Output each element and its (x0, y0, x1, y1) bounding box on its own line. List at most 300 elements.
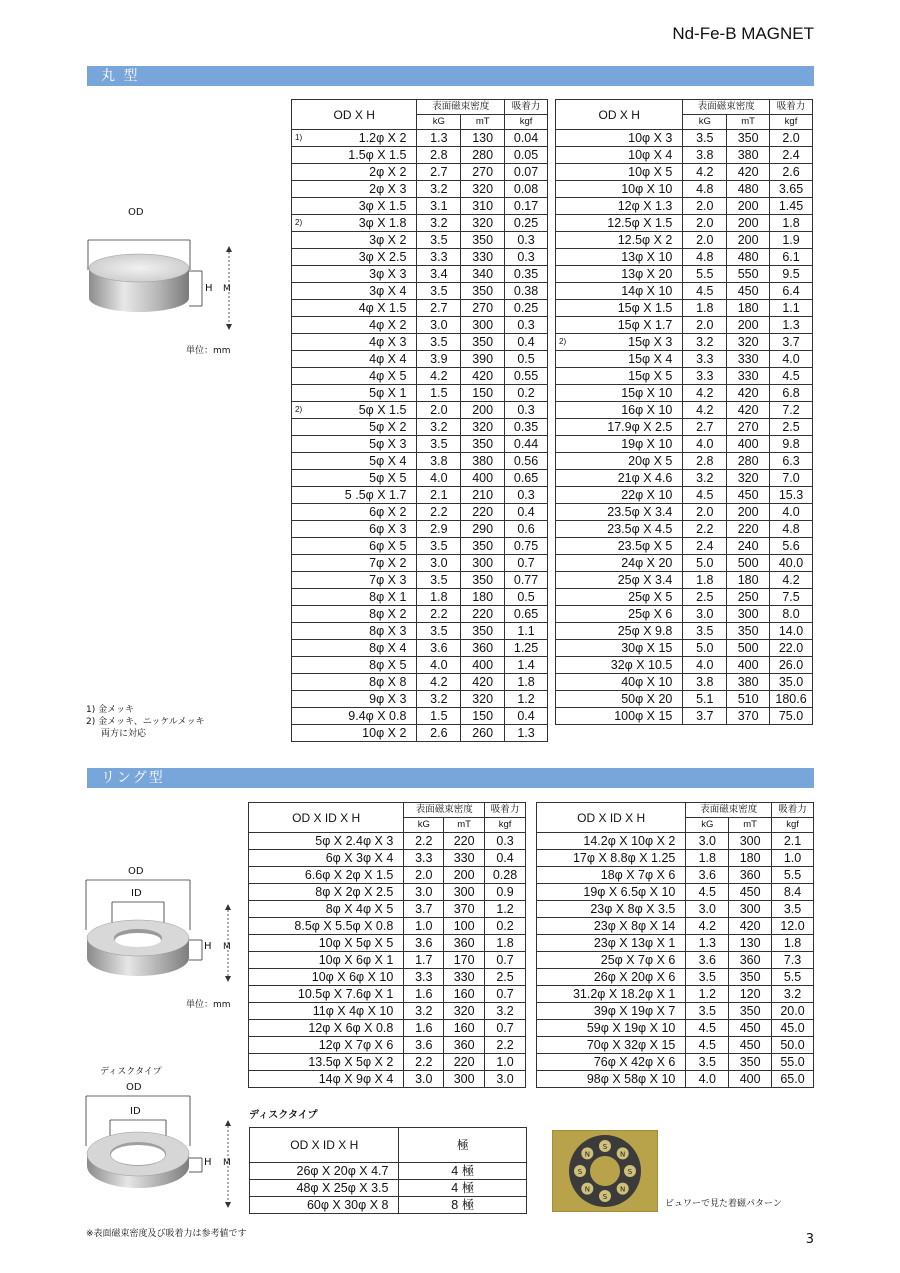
kgf-cell: 0.17 (505, 198, 548, 215)
kg-cell: 3.5 (417, 538, 461, 555)
table-row (292, 334, 548, 351)
size-value: 4φ X 5 (369, 369, 407, 383)
table-row (537, 986, 814, 1003)
mt-cell: 450 (729, 1020, 772, 1037)
size-cell (292, 181, 417, 198)
table-row (292, 198, 548, 215)
kg-cell: 3.6 (686, 867, 729, 884)
round-table-left (291, 99, 548, 742)
size-cell (537, 867, 686, 884)
kgf-cell: 180.6 (770, 691, 813, 708)
kg-cell: 1.7 (404, 952, 444, 969)
kgf-cell: 5.5 (772, 969, 814, 986)
size-value: 15φ X 3 (628, 335, 673, 349)
kg-cell: 4.5 (686, 1037, 729, 1054)
mt-cell: 200 (727, 232, 770, 249)
kgf-cell: 0.44 (505, 436, 548, 453)
size-cell (292, 317, 417, 334)
table-row (249, 850, 526, 867)
kgf-cell: 0.7 (505, 555, 548, 572)
size-cell (556, 606, 683, 623)
size-value: 10φ X 3 (628, 131, 673, 145)
table-row (292, 708, 548, 725)
table-row (292, 487, 548, 504)
ring-unit-label: 単位：mm (186, 1000, 231, 1010)
mt-cell: 450 (727, 283, 770, 300)
mt-cell: 290 (461, 521, 505, 538)
kg-cell: 3.0 (417, 555, 461, 572)
size-cell (537, 1071, 686, 1088)
size-cell (537, 1003, 686, 1020)
kg-cell: 3.5 (683, 130, 727, 147)
mt-cell: 330 (727, 368, 770, 385)
kgf-cell: 1.8 (770, 215, 813, 232)
size-value: 5φ X 2 (369, 420, 407, 434)
size-value: 31.2φ X 18.2φ X 1 (572, 987, 676, 1001)
kgf-cell: 3.2 (485, 1003, 526, 1020)
size-cell (556, 198, 683, 215)
col-flux: 表面磁束密度 (686, 803, 772, 818)
size-cell (556, 232, 683, 249)
kg-cell: 3.0 (683, 606, 727, 623)
kgf-cell: 75.0 (770, 708, 813, 725)
kgf-cell: 7.5 (770, 589, 813, 606)
mt-cell: 220 (727, 521, 770, 538)
kgf-cell: 0.05 (505, 147, 548, 164)
mt-cell: 320 (461, 419, 505, 436)
size-value: 15φ X 1.5 (617, 301, 673, 315)
table-row (250, 1163, 527, 1180)
kgf-cell: 55.0 (772, 1054, 814, 1071)
kgf-cell: 5.6 (770, 538, 813, 555)
kg-cell: 1.8 (683, 300, 727, 317)
kgf-cell: 4.0 (770, 351, 813, 368)
size-value: 10φ X 6φ X 10 (311, 970, 394, 984)
size-cell (249, 884, 404, 901)
ring-magnet-figure (80, 870, 250, 990)
size-value: 3φ X 1.8 (358, 216, 407, 230)
size-cell (292, 623, 417, 640)
size-value: 6φ X 3φ X 4 (325, 851, 394, 865)
table-row (537, 969, 814, 986)
col-kgf: kgf (485, 818, 526, 833)
mt-cell: 350 (727, 130, 770, 147)
size-value: 5φ X 1.5 (358, 403, 407, 417)
mt-cell: 200 (727, 504, 770, 521)
size-value: 5φ X 1 (369, 386, 407, 400)
mt-cell: 350 (461, 436, 505, 453)
kgf-cell: 0.65 (505, 470, 548, 487)
table-row (292, 640, 548, 657)
table-row (556, 249, 813, 266)
size-cell (556, 419, 683, 436)
table-row (292, 130, 548, 147)
table-row (292, 538, 548, 555)
kg-cell: 2.0 (683, 317, 727, 334)
size-cell (292, 555, 417, 572)
mt-cell: 400 (729, 1071, 772, 1088)
mt-cell: 420 (727, 402, 770, 419)
size-cell (556, 351, 683, 368)
ring-m-label: M (223, 942, 231, 952)
kgf-cell: 1.1 (770, 300, 813, 317)
mt-cell: 160 (444, 1020, 485, 1037)
pole-label: S (627, 1168, 633, 1176)
table-row (556, 283, 813, 300)
kgf-cell: 1.25 (505, 640, 548, 657)
kgf-cell: 0.6 (505, 521, 548, 538)
size-value: 25φ X 9.8 (617, 624, 673, 638)
size-cell (292, 691, 417, 708)
col-mt: mT (727, 115, 770, 130)
disc-table (249, 1127, 527, 1214)
size-cell (556, 538, 683, 555)
footnote-marker: 1) (295, 133, 303, 142)
table-row (537, 884, 814, 901)
mt-cell: 270 (461, 300, 505, 317)
size-cell (537, 952, 686, 969)
round-magnet-figure (80, 200, 250, 360)
size-value: 39φ X 19φ X 7 (593, 1004, 676, 1018)
table-row (249, 867, 526, 884)
kg-cell: 4.2 (417, 674, 461, 691)
kg-cell: 4.0 (417, 470, 461, 487)
col-mt: mT (461, 115, 505, 130)
kgf-cell: 0.3 (505, 402, 548, 419)
size-cell (292, 640, 417, 657)
kgf-cell: 0.08 (505, 181, 548, 198)
size-cell (292, 725, 417, 742)
kgf-cell: 0.3 (485, 833, 526, 850)
table-row (556, 147, 813, 164)
size-value: 5φ X 3 (369, 437, 407, 451)
table-row (556, 317, 813, 334)
mt-cell: 220 (444, 833, 485, 850)
size-value: 3φ X 2 (369, 233, 407, 247)
mt-cell: 370 (727, 708, 770, 725)
size-cell (537, 850, 686, 867)
table-row (556, 572, 813, 589)
mt-cell: 380 (727, 674, 770, 691)
pole-label: S (577, 1168, 583, 1176)
kg-cell: 2.9 (417, 521, 461, 538)
size-cell (556, 623, 683, 640)
kg-cell: 3.6 (404, 1037, 444, 1054)
size-value: 8φ X 5 (369, 658, 407, 672)
size-value: 14φ X 9φ X 4 (318, 1072, 394, 1086)
kg-cell: 3.6 (686, 952, 729, 969)
kgf-cell: 5.5 (772, 867, 814, 884)
col-dim: OD X ID X H (249, 803, 404, 833)
mt-cell: 380 (727, 147, 770, 164)
table-row (249, 1071, 526, 1088)
kg-cell: 4.5 (683, 487, 727, 504)
kgf-cell: 0.75 (505, 538, 548, 555)
table-row (556, 708, 813, 725)
table-row (292, 521, 548, 538)
kgf-cell: 26.0 (770, 657, 813, 674)
mt-cell: 270 (727, 419, 770, 436)
size-value: 22φ X 10 (621, 488, 673, 502)
table-row (556, 538, 813, 555)
mt-cell: 180 (727, 572, 770, 589)
kg-cell: 2.0 (683, 215, 727, 232)
size-value: 2φ X 2 (369, 165, 407, 179)
kgf-cell: 6.8 (770, 385, 813, 402)
kg-cell: 4.0 (686, 1071, 729, 1088)
table-row (292, 351, 548, 368)
table-row (292, 453, 548, 470)
table-row (250, 1180, 527, 1197)
table-row (249, 1020, 526, 1037)
table-row (292, 402, 548, 419)
kg-cell: 3.5 (683, 623, 727, 640)
kg-cell: 3.2 (417, 181, 461, 198)
kgf-cell: 0.25 (505, 300, 548, 317)
kg-cell: 2.7 (683, 419, 727, 436)
table-row (556, 334, 813, 351)
table-row (537, 918, 814, 935)
size-cell (292, 402, 417, 419)
kg-cell: 3.3 (404, 969, 444, 986)
mt-cell: 250 (727, 589, 770, 606)
size-value: 23.5φ X 5 (617, 539, 673, 553)
size-cell (537, 1037, 686, 1054)
table-row (537, 850, 814, 867)
kg-cell: 3.5 (417, 623, 461, 640)
kg-cell: 3.2 (404, 1003, 444, 1020)
mt-cell: 350 (461, 232, 505, 249)
size-value: 8φ X 4 (369, 641, 407, 655)
size-cell (292, 657, 417, 674)
size-value: 5φ X 4 (369, 454, 407, 468)
kg-cell: 5.5 (683, 266, 727, 283)
size-value: 25φ X 7φ X 6 (600, 953, 676, 967)
kgf-cell: 1.0 (772, 850, 814, 867)
mt-cell: 280 (461, 147, 505, 164)
mt-cell: 320 (461, 691, 505, 708)
table-row (537, 1054, 814, 1071)
size-cell (556, 300, 683, 317)
size-value: 23φ X 8φ X 3.5 (590, 902, 676, 916)
table-row (556, 487, 813, 504)
size-value: 30φ X 15 (621, 641, 673, 655)
kgf-cell: 7.2 (770, 402, 813, 419)
kg-cell: 3.4 (417, 266, 461, 283)
size-value: 13.5φ X 5φ X 2 (308, 1055, 394, 1069)
kgf-cell: 1.0 (485, 1054, 526, 1071)
size-cell (556, 436, 683, 453)
table-row (556, 606, 813, 623)
size-value: 8.5φ X 5.5φ X 0.8 (294, 919, 394, 933)
kgf-cell: 0.2 (505, 385, 548, 402)
size-cell (292, 674, 417, 691)
kg-cell: 3.2 (417, 691, 461, 708)
table-row (556, 657, 813, 674)
kgf-cell: 45.0 (772, 1020, 814, 1037)
kgf-cell: 40.0 (770, 555, 813, 572)
kg-cell: 5.0 (683, 640, 727, 657)
size-value: 24φ X 20 (621, 556, 673, 570)
kgf-cell: 20.0 (772, 1003, 814, 1020)
table-row (556, 385, 813, 402)
table-row (292, 300, 548, 317)
kg-cell: 2.2 (417, 606, 461, 623)
kgf-cell: 1.9 (770, 232, 813, 249)
table-row (556, 691, 813, 708)
pole-label: S (602, 1143, 608, 1151)
kgf-cell: 65.0 (772, 1071, 814, 1088)
disc-col-poles: 極 (399, 1128, 527, 1163)
mt-cell: 340 (461, 266, 505, 283)
size-cell (249, 1020, 404, 1037)
size-cell (292, 249, 417, 266)
size-cell (556, 368, 683, 385)
mt-cell: 450 (729, 1037, 772, 1054)
kgf-cell: 0.7 (485, 1020, 526, 1037)
size-value: 50φ X 20 (621, 692, 673, 706)
kgf-cell: 0.2 (485, 918, 526, 935)
kg-cell: 3.5 (417, 436, 461, 453)
unit-label: 単位：mm (186, 346, 231, 356)
mt-cell: 220 (444, 1054, 485, 1071)
mt-cell: 200 (727, 215, 770, 232)
mt-cell: 480 (727, 249, 770, 266)
kgf-cell: 9.8 (770, 436, 813, 453)
size-cell (292, 215, 417, 232)
col-kg: kG (404, 818, 444, 833)
footnote-marker: 2) (559, 337, 567, 346)
col-kgf: kgf (770, 115, 813, 130)
size-value: 3φ X 4 (369, 284, 407, 298)
mt-cell: 200 (727, 198, 770, 215)
disc-id-label: ID (130, 1106, 141, 1117)
table-row (556, 555, 813, 572)
size-value: 12.5φ X 2 (617, 233, 673, 247)
kgf-cell: 15.3 (770, 487, 813, 504)
col-mt: mT (444, 818, 485, 833)
mt-cell: 200 (727, 317, 770, 334)
table-row (537, 867, 814, 884)
kgf-cell: 4.0 (770, 504, 813, 521)
kgf-cell: 1.3 (505, 725, 548, 742)
size-cell (249, 850, 404, 867)
kg-cell: 2.7 (417, 300, 461, 317)
disc-figure-label: ディスクタイプ (100, 1067, 162, 1077)
size-value: 1.2φ X 2 (358, 131, 407, 145)
kgf-cell: 1.2 (485, 901, 526, 918)
kg-cell: 3.5 (417, 334, 461, 351)
kg-cell: 3.2 (683, 334, 727, 351)
size-cell (556, 504, 683, 521)
col-force: 吸着力 (485, 803, 526, 818)
kgf-cell: 1.1 (505, 623, 548, 640)
ring-id-label: ID (131, 888, 142, 899)
kgf-cell: 1.8 (505, 674, 548, 691)
size-cell (249, 1054, 404, 1071)
mt-cell: 260 (461, 725, 505, 742)
size-cell (556, 402, 683, 419)
size-value: 6φ X 5 (369, 539, 407, 553)
size-cell (292, 436, 417, 453)
size-cell (556, 640, 683, 657)
mt-cell: 360 (729, 867, 772, 884)
size-cell (537, 918, 686, 935)
kgf-cell: 0.4 (505, 334, 548, 351)
kg-cell: 2.1 (417, 487, 461, 504)
size-cell (249, 867, 404, 884)
table-row (292, 317, 548, 334)
kg-cell: 3.5 (417, 232, 461, 249)
mt-cell: 300 (729, 901, 772, 918)
kgf-cell: 6.4 (770, 283, 813, 300)
size-value: 10φ X 10 (621, 182, 673, 196)
kg-cell: 4.2 (683, 164, 727, 181)
note-3: 両方に対応 (101, 729, 147, 739)
table-row (292, 181, 548, 198)
mt-cell: 220 (461, 606, 505, 623)
pole-label: N (620, 1150, 626, 1159)
size-value: 76φ X 42φ X 6 (593, 1055, 676, 1069)
size-value: 13φ X 10 (621, 250, 673, 264)
size-cell (556, 691, 683, 708)
size-value: 12.5φ X 1.5 (607, 216, 673, 230)
size-cell (537, 833, 686, 850)
size-cell (556, 674, 683, 691)
size-cell (556, 385, 683, 402)
col-dim: OD X H (556, 100, 683, 130)
size-value: 23.5φ X 3.4 (607, 505, 673, 519)
table-row (556, 300, 813, 317)
size-cell (249, 833, 404, 850)
pole-label: N (584, 1185, 590, 1194)
size-value: 10φ X 6φ X 1 (318, 953, 394, 967)
table-row (537, 1037, 814, 1054)
kg-cell: 5.1 (683, 691, 727, 708)
kgf-cell: 0.35 (505, 419, 548, 436)
table-row (249, 1003, 526, 1020)
kg-cell: 1.5 (417, 708, 461, 725)
kgf-cell: 2.0 (770, 130, 813, 147)
table-row (292, 623, 548, 640)
size-value: 18φ X 7φ X 6 (600, 868, 676, 882)
kg-cell: 3.8 (683, 674, 727, 691)
col-kg: kG (686, 818, 729, 833)
size-value: 59φ X 19φ X 10 (586, 1021, 676, 1035)
kg-cell: 3.6 (417, 640, 461, 657)
size-cell (292, 147, 417, 164)
table-row (249, 952, 526, 969)
mt-cell: 360 (444, 935, 485, 952)
size-cell (556, 453, 683, 470)
size-value: 25φ X 3.4 (617, 573, 673, 587)
col-force: 吸着力 (770, 100, 813, 115)
kg-cell: 4.2 (686, 918, 729, 935)
size-cell (537, 935, 686, 952)
mt-cell: 300 (444, 1071, 485, 1088)
kgf-cell: 0.65 (505, 606, 548, 623)
size-cell (292, 708, 417, 725)
kg-cell: 3.5 (417, 572, 461, 589)
kgf-cell: 9.5 (770, 266, 813, 283)
size-value: 3φ X 1.5 (358, 199, 407, 213)
size-cell (556, 266, 683, 283)
size-cell (292, 453, 417, 470)
col-kg: kG (417, 115, 461, 130)
table-row (292, 691, 548, 708)
mt-cell: 130 (461, 130, 505, 147)
pole-label: S (602, 1193, 608, 1201)
